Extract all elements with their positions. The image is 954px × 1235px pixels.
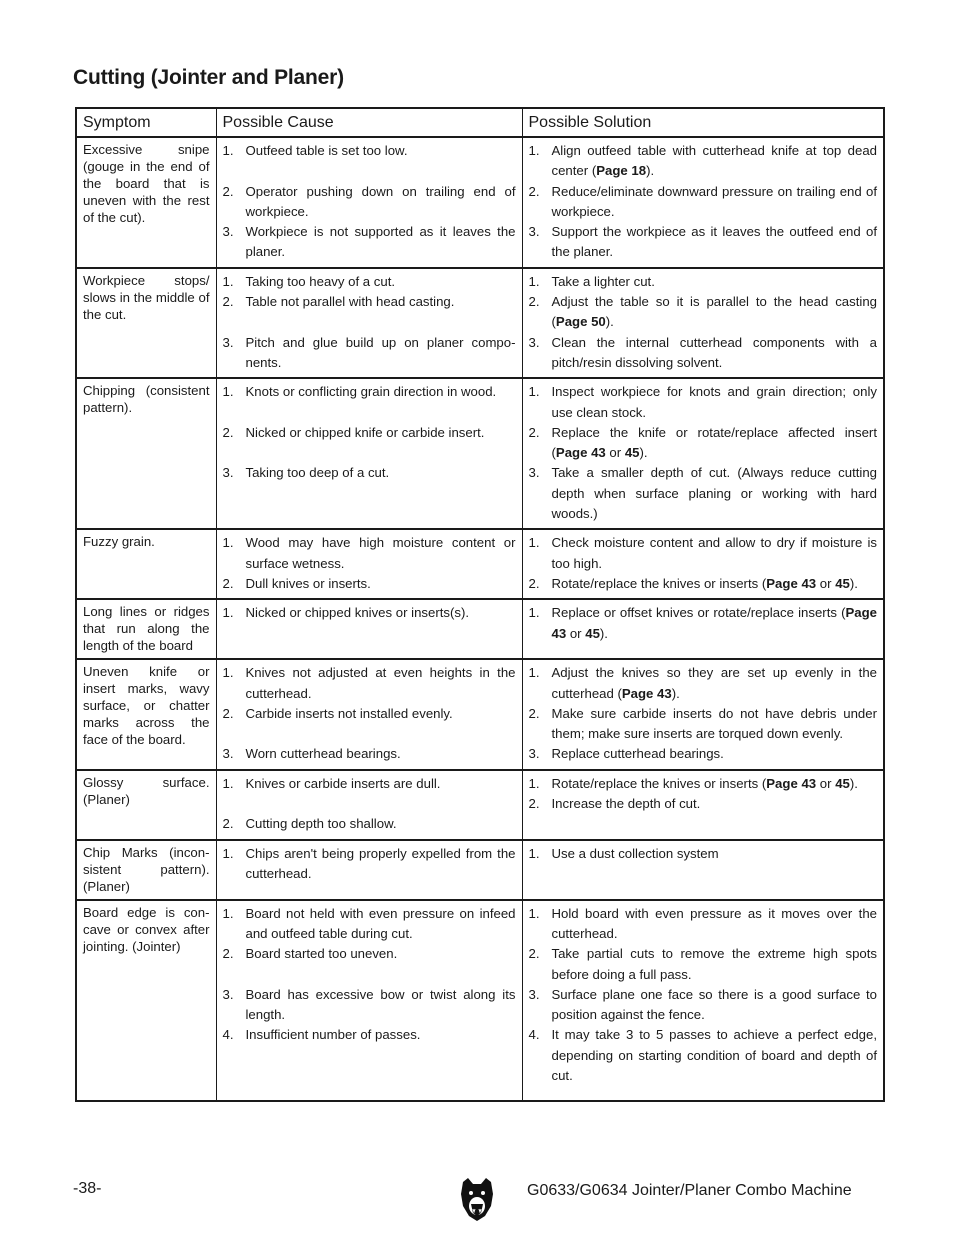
text-segment: Replace the knife or rotate/replace affected insert (: [551, 424, 877, 461]
list-number: 2.: [222, 183, 234, 199]
text-segment: Make sure carbide inserts do not have debris under them; make sure inserts are torqued down evenly.: [551, 705, 877, 742]
text-segment: Use a dust collection system: [551, 845, 719, 861]
cause-item: [223, 774, 516, 794]
cause-cell: [216, 378, 522, 529]
cause-list: [223, 382, 516, 483]
text-segment: Nicked or chipped knife or carbide insert.: [245, 424, 485, 440]
cause-text: [246, 272, 516, 292]
solution-text: [552, 944, 878, 985]
list-number: 2.: [222, 294, 234, 310]
cause-text: [246, 663, 516, 704]
solution-cell: [522, 137, 884, 268]
solution-cell: [522, 840, 884, 900]
text-segment: Surface plane one face so there is a good surface to position against the fence.: [551, 986, 877, 1023]
solution-text: [552, 704, 878, 745]
page-reference: Page 18: [596, 163, 647, 179]
text-segment: Take a smaller depth of cut. (Always reduce cutting depth when surface planing or working with hard woods.): [551, 465, 877, 522]
list-number: 1.: [222, 384, 234, 400]
list-number: 3.: [528, 986, 540, 1002]
cause-text: [246, 603, 516, 623]
list-number: 1.: [222, 605, 234, 621]
cause-text: [246, 182, 516, 223]
solution-item: [529, 463, 878, 524]
solution-item: [529, 603, 878, 644]
solution-item: [529, 663, 878, 704]
cause-text: [246, 944, 516, 964]
symptom-cell: Glossy surface. (Planer): [76, 770, 216, 840]
list-number: 1.: [528, 605, 540, 621]
solution-item: [529, 774, 878, 794]
list-number: 3.: [222, 334, 234, 350]
cause-item: [223, 574, 516, 594]
text-segment: Replace or offset knives or rotate/replace inserts (: [551, 605, 846, 621]
list-number: 1.: [222, 845, 234, 861]
cause-text: [246, 333, 516, 374]
text-segment: Taking too heavy of a cut.: [245, 273, 396, 289]
cause-text: [246, 141, 516, 161]
cause-item: [223, 814, 516, 834]
table-row: [76, 378, 884, 529]
text-segment: Knives or carbide inserts are dull.: [245, 775, 441, 791]
cause-text: [246, 844, 516, 885]
text-segment: Support the workpiece as it leaves the outfeed end of the planer.: [551, 224, 877, 260]
list-spacer: [223, 724, 516, 744]
list-number: 4.: [222, 1027, 234, 1043]
solution-text: [552, 272, 878, 292]
page-reference: 45: [835, 575, 850, 591]
text-segment: Reduce/eliminate downward pressure on trailing end of workpiece.: [551, 183, 877, 219]
text-segment: Carbide inserts not installed evenly.: [245, 705, 453, 721]
list-number: 1.: [222, 273, 234, 289]
text-segment: Inspect workpiece for knots and grain direction; only use clean stock.: [551, 384, 877, 420]
cause-list: [223, 663, 516, 764]
text-segment: Taking too deep of a cut.: [245, 465, 390, 481]
symptom-cell: Long lines or ridges that run along the length of the board: [76, 599, 216, 659]
list-number: 3.: [222, 746, 234, 762]
solution-text: [552, 1025, 878, 1086]
list-number: 2.: [222, 816, 234, 832]
solution-text: [552, 574, 878, 594]
text-segment: or: [566, 625, 586, 641]
symptom-cell: Fuzzy grain.: [76, 529, 216, 599]
solution-text: [552, 603, 878, 644]
list-number: 2.: [528, 705, 540, 721]
solution-text: [552, 794, 878, 814]
text-segment: Adjust the table so it is parallel to the head casting (: [551, 294, 877, 330]
page-reference: Page 43: [766, 575, 817, 591]
solution-cell: [522, 529, 884, 599]
cause-item: [223, 222, 516, 263]
list-number: 1.: [222, 665, 234, 681]
text-segment: Rotate/replace the knives or inserts (: [551, 575, 767, 591]
cause-cell: [216, 529, 522, 599]
cause-item: [223, 704, 516, 724]
table-row: [76, 599, 884, 659]
bear-head-logo-icon: [458, 1176, 496, 1222]
cause-text: [246, 985, 516, 1026]
page-reference: 45: [585, 625, 600, 641]
page-reference: Page 43: [555, 445, 606, 461]
symptom-cell: Board edge is con-cave or convex after jointing. (Jointer): [76, 900, 216, 1102]
text-segment: Board started too uneven.: [245, 946, 398, 962]
text-segment: ).: [605, 314, 614, 330]
list-spacer: [223, 965, 516, 985]
text-segment: Cutting depth too shallow.: [245, 816, 397, 832]
text-segment: ).: [599, 625, 608, 641]
text-segment: Dull knives or inserts.: [245, 575, 371, 591]
solution-text: [552, 985, 878, 1026]
solution-item: [529, 272, 878, 292]
list-spacer: [223, 312, 516, 332]
cause-list: [223, 533, 516, 594]
list-number: 3.: [222, 465, 234, 481]
solution-cell: [522, 900, 884, 1102]
solution-list: [529, 663, 878, 764]
text-segment: Outfeed table is set too low.: [245, 143, 408, 158]
cause-text: [246, 814, 516, 834]
cause-text: [246, 1025, 516, 1045]
list-spacer: [223, 403, 516, 423]
text-segment: Check moisture content and allow to dry if moisture is too high.: [551, 535, 877, 571]
solution-item: [529, 292, 878, 333]
text-segment: Take partial cuts to remove the extreme high spots before doing a full pass.: [551, 946, 877, 982]
list-number: 3.: [528, 746, 540, 762]
cause-item: [223, 292, 516, 312]
page-reference: Page 50: [555, 314, 606, 330]
solution-item: [529, 533, 878, 574]
cause-item: [223, 333, 516, 374]
solution-list: [529, 603, 878, 644]
solution-item: [529, 794, 878, 814]
text-segment: Clean the internal cutterhead components with a pitch/resin dissolving solvent.: [551, 334, 877, 370]
list-number: 2.: [222, 424, 234, 440]
solution-text: [552, 463, 878, 524]
list-number: 1.: [528, 775, 540, 791]
list-number: 2.: [528, 946, 540, 962]
list-number: 1.: [528, 143, 540, 158]
solution-item: [529, 382, 878, 423]
text-segment: ).: [639, 445, 648, 461]
text-segment: Knots or conflicting grain direction in wood.: [245, 384, 497, 400]
cause-text: [246, 744, 516, 764]
list-number: 2.: [222, 575, 234, 591]
text-segment: ).: [646, 163, 655, 179]
footer-title: G0633/G0634 Jointer/Planer Combo Machine: [527, 1182, 852, 1199]
table-row: [76, 840, 884, 900]
solution-list: [529, 774, 878, 815]
solution-cell: [522, 659, 884, 769]
cause-item: [223, 423, 516, 443]
text-segment: Knives not adjusted at even heights in the cutterhead.: [245, 665, 516, 701]
solution-text: [552, 423, 878, 464]
cause-text: [246, 774, 516, 794]
list-number: 2.: [222, 946, 234, 962]
cause-item: [223, 141, 516, 161]
page-reference: 45: [835, 775, 850, 791]
solution-item: [529, 182, 878, 223]
solution-text: [552, 222, 878, 263]
cause-list: [223, 844, 516, 885]
text-segment: ).: [849, 775, 858, 791]
cause-item: [223, 744, 516, 764]
text-segment: Increase the depth of cut.: [551, 796, 701, 812]
solution-cell: [522, 268, 884, 378]
cause-item: [223, 944, 516, 964]
list-number: 1.: [222, 775, 234, 791]
list-spacer: [223, 161, 516, 181]
solution-cell: [522, 378, 884, 529]
text-segment: or: [605, 445, 625, 461]
cause-list: [223, 904, 516, 1046]
list-number: 1.: [528, 845, 540, 861]
cause-cell: [216, 599, 522, 659]
cause-cell: [216, 900, 522, 1102]
solution-text: [552, 382, 878, 423]
text-segment: Worn cutterhead bearings.: [245, 746, 401, 762]
list-number: 2.: [528, 575, 540, 591]
text-segment: Rotate/replace the knives or inserts (: [551, 775, 767, 791]
text-segment: Align outfeed table with cutterhead knife at top dead center (: [551, 143, 877, 179]
solution-text: [552, 663, 878, 704]
cause-item: [223, 663, 516, 704]
solution-item: [529, 333, 878, 374]
cause-item: [223, 844, 516, 885]
solution-item: [529, 985, 878, 1026]
table-row: [76, 900, 884, 1102]
text-segment: ).: [671, 685, 680, 701]
list-number: 2.: [222, 705, 234, 721]
cause-text: [246, 222, 516, 263]
list-number: 4.: [528, 1027, 540, 1043]
list-number: 1.: [222, 905, 234, 921]
list-number: 2.: [528, 424, 540, 440]
table-row: [76, 137, 884, 268]
solution-item: [529, 574, 878, 594]
page-title: Cutting (Jointer and Planer): [73, 66, 344, 89]
solution-text: [552, 141, 878, 182]
symptom-cell: Workpiece stops/ slows in the middle of the cut.: [76, 268, 216, 378]
list-number: 3.: [528, 465, 540, 481]
cause-item: [223, 985, 516, 1026]
solution-text: [552, 333, 878, 374]
cause-item: [223, 382, 516, 402]
cause-text: [246, 904, 516, 945]
page-reference: Page 43: [551, 605, 877, 641]
page-reference: 45: [624, 445, 640, 461]
cause-text: [246, 533, 516, 574]
table-body: [76, 137, 884, 1101]
table-row: [76, 268, 884, 378]
symptom-cell: Chip Marks (incon-sistent pattern). (Planer): [76, 840, 216, 900]
cause-text: [246, 463, 516, 483]
cause-item: [223, 603, 516, 623]
list-number: 2.: [528, 796, 540, 812]
list-number: 3.: [528, 224, 540, 240]
text-segment: Wood may have high moisture content or surface wetness.: [245, 535, 516, 571]
cause-item: [223, 272, 516, 292]
cause-text: [246, 423, 516, 443]
text-segment: Pitch and glue build up on planer compo-nents.: [245, 334, 516, 370]
list-number: 1.: [528, 273, 540, 289]
cause-cell: [216, 137, 522, 268]
text-segment: or: [816, 575, 836, 591]
list-number: 1.: [222, 535, 234, 551]
solution-list: [529, 844, 878, 864]
solution-item: [529, 944, 878, 985]
header-symptom: Symptom: [76, 108, 216, 137]
text-segment: Operator pushing down on trailing end of workpiece.: [245, 183, 516, 219]
cause-item: [223, 1025, 516, 1045]
text-segment: Adjust the knives so they are set up evenly in the cutterhead (: [551, 665, 877, 701]
page-reference: Page 43: [766, 775, 817, 791]
solution-text: [552, 744, 878, 764]
solution-cell: [522, 770, 884, 840]
list-number: 2.: [528, 294, 540, 310]
page-reference: Page 43: [621, 685, 672, 701]
list-number: 1.: [528, 665, 540, 681]
header-possible-cause: Possible Cause: [216, 108, 522, 137]
solution-item: [529, 704, 878, 745]
page-number: -38-: [73, 1180, 102, 1197]
text-segment: Board has excessive bow or twist along its length.: [245, 986, 516, 1023]
cause-list: [223, 141, 516, 263]
list-number: 1.: [528, 384, 540, 400]
list-spacer: [223, 443, 516, 463]
text-segment: ).: [849, 575, 858, 591]
text-segment: or: [816, 775, 836, 791]
text-segment: Take a lighter cut.: [551, 273, 655, 289]
cause-text: [246, 292, 516, 312]
list-number: 2.: [528, 183, 540, 199]
solution-item: [529, 1025, 878, 1086]
table-row: [76, 529, 884, 599]
cause-cell: [216, 840, 522, 900]
text-segment: Board not held with even pressure on infeed and outfeed table during cut.: [245, 905, 516, 941]
table-row: [76, 659, 884, 769]
list-spacer: [223, 794, 516, 814]
list-number: 3.: [528, 334, 540, 350]
cause-item: [223, 182, 516, 223]
solution-item: [529, 844, 878, 864]
table-header-row: [76, 108, 884, 137]
cause-list: [223, 603, 516, 623]
table-row: [76, 770, 884, 840]
solution-item: [529, 141, 878, 182]
text-segment: Hold board with even pressure as it moves over the cutterhead.: [551, 905, 877, 941]
solution-text: [552, 182, 878, 223]
solution-text: [552, 774, 878, 794]
list-number: 1.: [528, 535, 540, 551]
solution-list: [529, 904, 878, 1087]
cause-item: [223, 904, 516, 945]
cause-text: [246, 382, 516, 402]
solution-item: [529, 744, 878, 764]
solution-text: [552, 292, 878, 333]
cause-list: [223, 774, 516, 835]
solution-item: [529, 904, 878, 945]
troubleshooting-table: [75, 107, 885, 1102]
cause-item: [223, 533, 516, 574]
list-number: 3.: [222, 224, 234, 240]
solution-text: [552, 533, 878, 574]
cause-cell: [216, 659, 522, 769]
symptom-cell: Excessive snipe (gouge in the end of the board that is uneven with the rest of the cut).: [76, 137, 216, 268]
solution-item: [529, 423, 878, 464]
text-segment: Workpiece is not supported as it leaves the planer.: [245, 224, 516, 260]
header-possible-solution: Possible Solution: [522, 108, 884, 137]
text-segment: Nicked or chipped knives or inserts(s).: [245, 605, 470, 621]
solution-text: [552, 904, 878, 945]
solution-item: [529, 222, 878, 263]
text-segment: Table not parallel with head casting.: [245, 294, 455, 310]
solution-list: [529, 382, 878, 524]
list-number: 1.: [222, 143, 234, 158]
cause-text: [246, 574, 516, 594]
cause-text: [246, 704, 516, 724]
text-segment: Insufficient number of passes.: [245, 1027, 421, 1043]
list-number: 3.: [222, 986, 234, 1002]
text-segment: Replace cutterhead bearings.: [551, 746, 724, 762]
text-segment: It may take 3 to 5 passes to achieve a perfect edge, depending on starting condition of board and depth of cut.: [551, 1027, 877, 1083]
cause-cell: [216, 268, 522, 378]
solution-list: [529, 533, 878, 594]
cause-cell: [216, 770, 522, 840]
cause-list: [223, 272, 516, 373]
symptom-cell: Chipping (consistent pattern).: [76, 378, 216, 529]
solution-cell: [522, 599, 884, 659]
cause-item: [223, 463, 516, 483]
symptom-cell: Uneven knife or insert marks, wavy surface, or chatter marks across the face of the board.: [76, 659, 216, 769]
text-segment: Chips aren't being properly expelled from the cutterhead.: [245, 845, 516, 881]
solution-list: [529, 141, 878, 263]
list-number: 1.: [528, 905, 540, 921]
solution-text: [552, 844, 878, 864]
solution-list: [529, 272, 878, 373]
